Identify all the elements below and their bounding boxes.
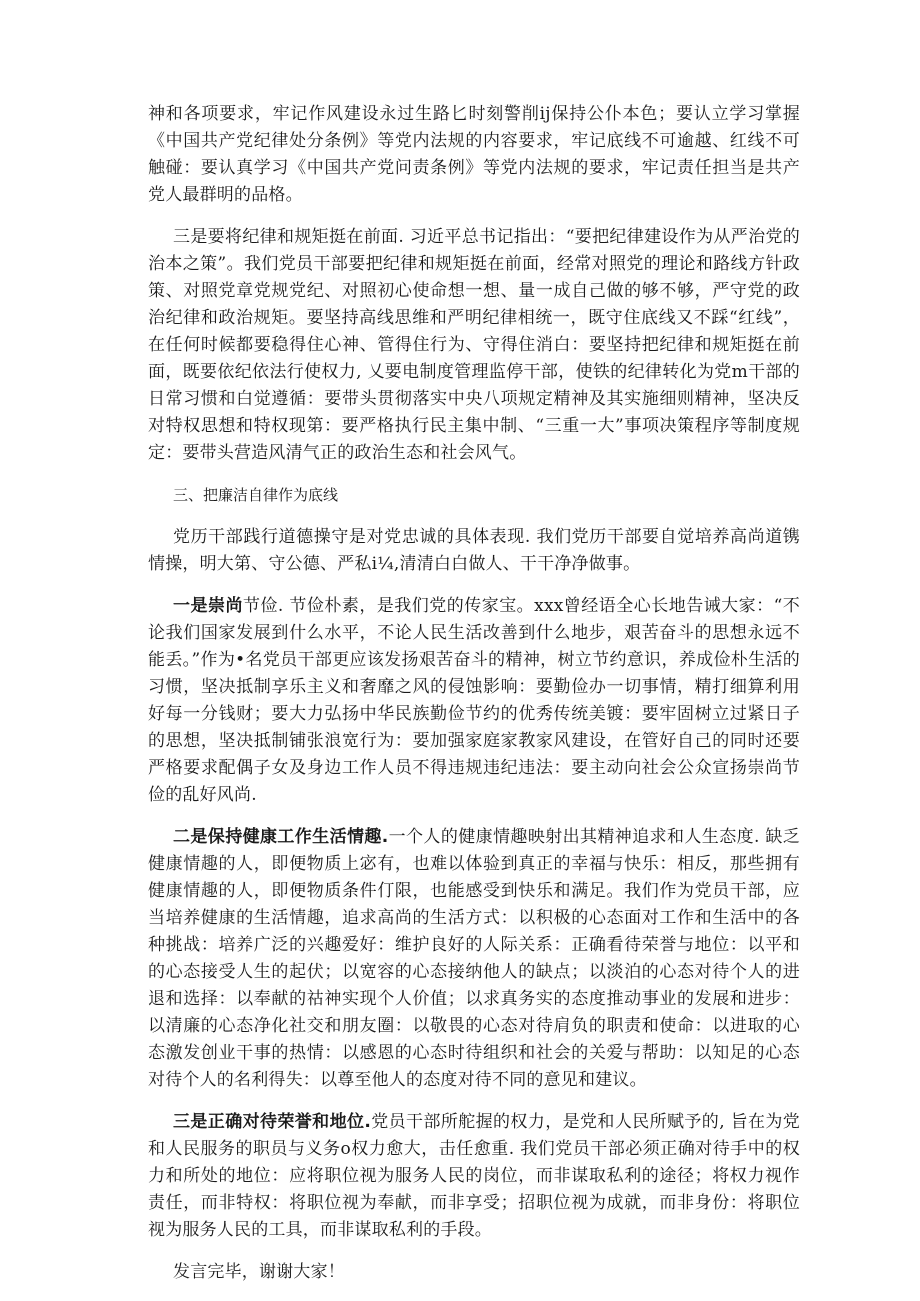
paragraph-frugality-lead: 一是崇尚 [173, 596, 243, 616]
paragraph-healthy-interests-lead: 二是保持健康工作生活情趣. [173, 827, 389, 847]
paragraph-honor-status [148, 1109, 800, 1244]
paragraph-discipline-text: 三是要将纪律和规矩挺在前面. 习近平总书记指出：“要把纪律建设作为从严治党的治本之策”。我们党员干部要把纪律和规矩挺在前面，经常对照党的理论和路线方针政策、对照党章党规党纪、对照初心使命想一想、量一成自己做的够不够，严守党的政治纪律和政治规矩。要坚持高线思维和严明纪律相统一，既守住底线又不踩“红线”，在任何时候都要稳得住心神、管得住行为、守得住消白：要坚持把纪律和规矩挺在前面，既要依纪依法行使权力, 乂要电制度管理监停干部，使铁的纪律转化为党m干部的日常习惯和白觉遵循：要带头贯彻落实中央八项规定精神及其实施细则精神，坚决反对特权思想和特权现第：要严格执行民主集中制、“三重一大”事项决策程序等制度规定：要带头营造风清气正的政治生态和社会风气。 [148, 227, 800, 463]
paragraph-frugality-text: 节俭. 节俭朴素，是我们党的传家宝。xxx曾经语全心长地告诫大家：“不论我们国家发展到什么水平，不论人民生活改善到什么地步，艰苦奋斗的思想永远不能丢。”作为•名党员干部更应该发扬艰苦奋斗的精神，树立节约意识，养成俭朴生活的习惯，坚决抵制享乐主义和奢靡之风的侵蚀影响：要勤俭办一切事情，精打细算利用好每一分钱财；要大力弘扬中华民族勤俭节约的优秀传统美镀：要牢固树立过紧日子的思想，坚决抵制铺张浪宽行为：要加强家庭家教家风建设，在管好自己的同时还要严格要求配偶子女及身边工作人员不得违规违纪违法：要主动向社会公众宣扬崇尚节俭的乱好风尚. [148, 596, 800, 805]
paragraph-1-text: 神和各项要求，牢记作风建设永过生路匕时刻警削ij保持公仆本色；要认立学习掌握《中国共产党纪律处分条例》等党内法规的内容要求，牢记底线不可逾越、红线不可触碰：要认真学习《中国共产党问责条例》等党内法规的要求，牢记责任担当是共产党人最群明的品格。 [148, 104, 800, 205]
paragraph-healthy-interests [148, 824, 800, 1094]
paragraph-discipline [148, 224, 800, 467]
paragraph-intro-integrity-text: 党历干部践行道德操守是对党忠诚的具体表现. 我们党历干部要自觉培养高尚道镌情操，明大第、守公德、严私i¼,清清白白做人、干干净净做事。 [148, 527, 800, 574]
paragraph-intro-integrity [148, 524, 800, 578]
section-heading-3: 三、把廉洁自律作为底线 [173, 486, 339, 504]
paragraph-honor-status-lead: 三是正确对待荣誉和地位. [173, 1112, 372, 1132]
paragraph-closing [148, 1259, 800, 1286]
paragraph-healthy-interests-text: 一个人的健康情趣映射出其精神追求和人生态度. 缺乏健康情趣的人，即便物质上宓有，也难以体验到真正的幸福与快乐：相反，那些拥有健康情趣的人，即便物质条件仃限，也能感受到快乐和满足。我们作为党员干部，应当培养健康的生活情趣，追求高尚的生活方式：以积极的心态面对工作和生活中的各种挑战：培养广泛的兴趣爱好：维护良好的人际关系：正确看待荣誉与地位：以平和的心态接受人生的起伏；以宽容的心态接纳他人的缺点；以淡泊的心态对待个人的进退和选择：以奉献的祜神实现个人价值；以求真务实的态度推动事业的发展和进步：以清廉的心态净化社交和朋友圈：以敬畏的心态对待肩负的职责和使命：以进取的心态激发创业干事的热情：以感恩的心态时待组织和社会的关爱与帮助：以知足的心态对待个人的名利得失：以尊至他人的态度对待不同的意见和建议。 [148, 827, 800, 1090]
paragraph-1 [148, 101, 800, 209]
paragraph-honor-status-text: 党员干部所舵握的权力，是党和人民所赋予的, 旨在为党和人民服务的职员与义务o权力愈大，击任愈重. 我们党员干部必须正确对待手中的权力和所处的地位：应将职位视为服务人民的岗位，而非谋取私利的途径；将权力视作责任，而非特权：将职位视为奉献，而非享受；招职位视为成就，而非身份：将职位视为服务人民的工具，而非谋取私利的手段。 [148, 1112, 801, 1240]
paragraph-frugality [148, 593, 800, 809]
paragraph-closing-text: 发言完毕，谢谢大家！ [173, 1262, 345, 1282]
